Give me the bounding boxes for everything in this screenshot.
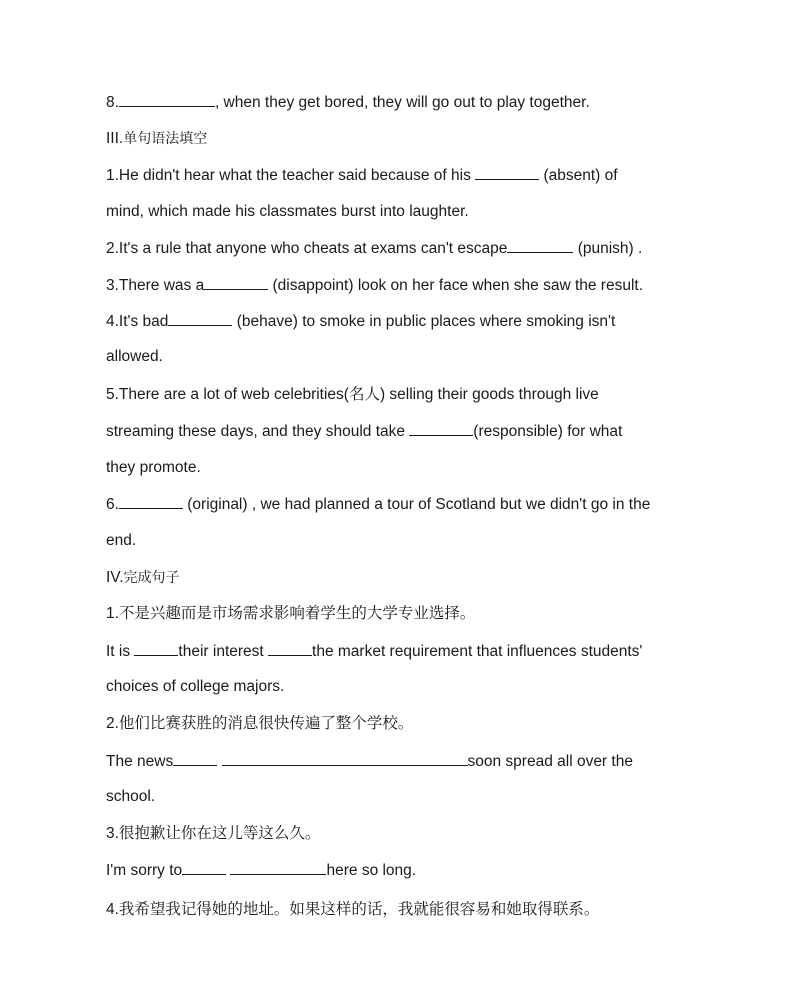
s4-q2-line1: The news soon spread all over the: [106, 753, 633, 770]
s3-q5-line2: streaming these days, and they should take (responsible) for what: [106, 423, 623, 440]
s3-q6-line2: end.: [106, 532, 137, 549]
s3-q4-line2: allowed.: [106, 348, 163, 365]
question-8: 8. , when they get bored, they will go out to play together.: [106, 94, 590, 111]
s3-q3: 3.There was a (disappoint) look on her face when she saw the result.: [106, 277, 644, 294]
answer-blank[interactable]: [168, 311, 232, 326]
s3-q6-line1: 6. (original) , we had planned a tour of Scotland but we didn't go in the: [106, 496, 651, 513]
s3-q5-line3: they promote.: [106, 459, 201, 476]
answer-blank[interactable]: [134, 641, 178, 656]
answer-blank[interactable]: [268, 641, 312, 656]
s4-q1-prompt: 1.不是兴趣而是市场需求影响着学生的大学专业选择。: [106, 605, 476, 622]
answer-blank[interactable]: [230, 860, 326, 875]
answer-blank[interactable]: [222, 751, 468, 766]
s4-q2-line2: school.: [106, 788, 156, 805]
s3-q5-line1: 5.There are a lot of web celebrities(名人) selling their goods through live: [106, 386, 599, 403]
answer-blank[interactable]: [204, 275, 268, 290]
answer-blank[interactable]: [182, 860, 226, 875]
answer-blank[interactable]: [119, 92, 215, 107]
answer-blank[interactable]: [475, 165, 539, 180]
s3-q4-line1: 4.It's bad (behave) to smoke in public places where smoking isn't: [106, 313, 616, 330]
s4-q1-line2: choices of college majors.: [106, 678, 285, 695]
s4-q3-prompt: 3.很抱歉让你在这儿等这么久。: [106, 825, 321, 842]
s3-q1-line1: 1.He didn't hear what the teacher said because of his (absent) of: [106, 167, 618, 184]
s3-q2: 2.It's a rule that anyone who cheats at exams can't escape (punish) .: [106, 240, 643, 257]
answer-blank[interactable]: [507, 238, 573, 253]
s3-q1-line2: mind, which made his classmates burst into laughter.: [106, 203, 469, 220]
section-3-heading: III.单句语法填空: [106, 130, 208, 147]
answer-blank[interactable]: [173, 751, 217, 766]
s4-q1-line1: It is their interest the market requirement that influences students': [106, 643, 643, 660]
section-4-heading: IV.完成句子: [106, 569, 180, 586]
answer-blank[interactable]: [119, 494, 183, 509]
answer-blank[interactable]: [409, 421, 473, 436]
s4-q3-line1: I'm sorry to here so long.: [106, 862, 417, 879]
s4-q2-prompt: 2.他们比赛获胜的消息很快传遍了整个学校。: [106, 715, 414, 732]
s4-q4-prompt: 4.我希望我记得她的地址。如果这样的话，我就能很容易和她取得联系。: [106, 901, 600, 918]
